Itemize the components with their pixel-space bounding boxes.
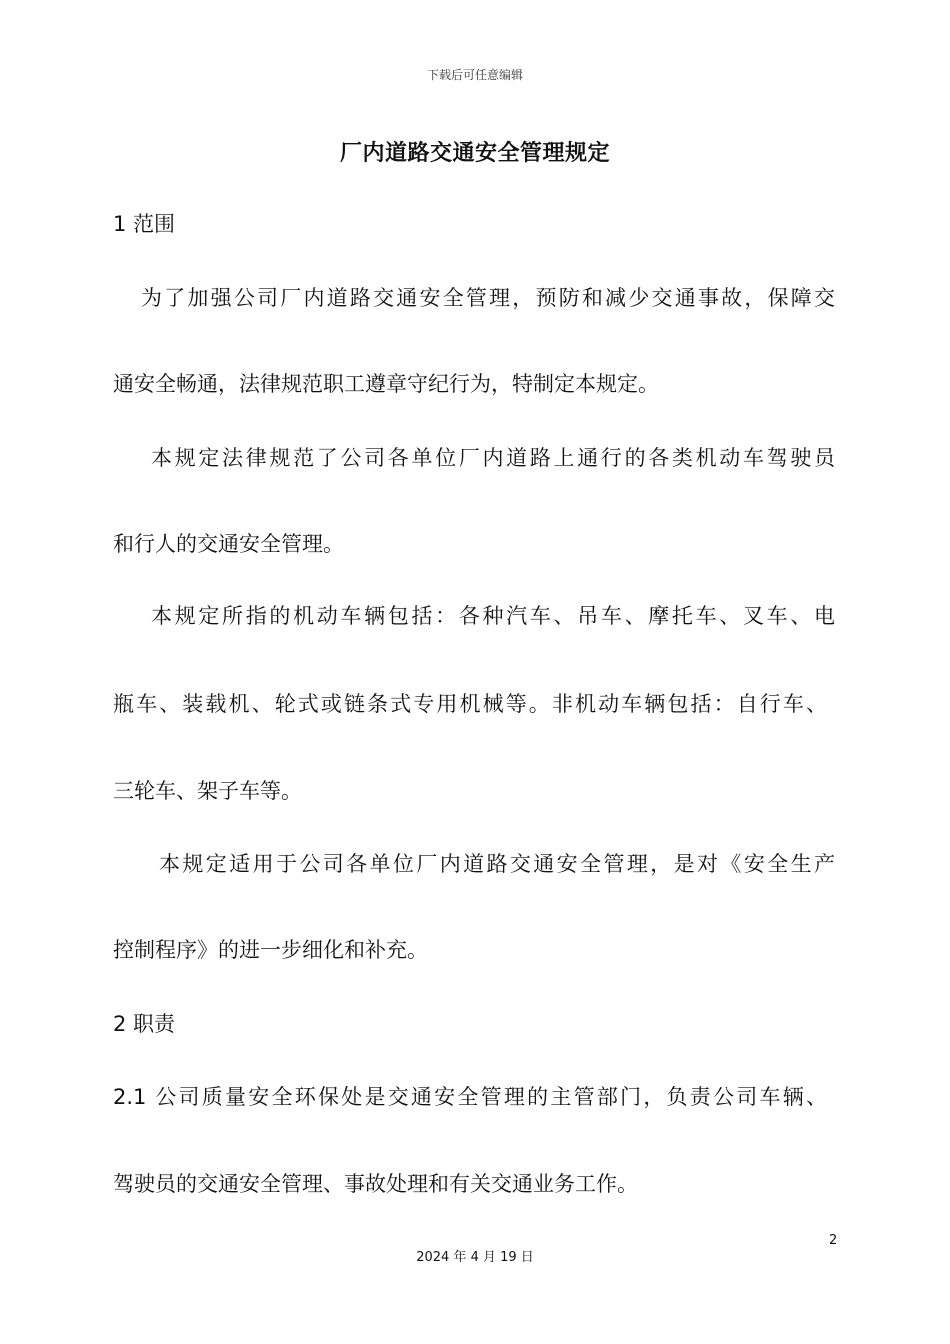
- paragraph-line: 驾驶员的交通安全管理、事故处理和有关交通业务工作。: [113, 1172, 638, 1196]
- section-heading-scope: 1 范围: [113, 212, 176, 236]
- page-header: 下载后可任意编辑: [426, 68, 523, 82]
- paragraph-line: 控制程序》的进一步细化和补充。: [113, 938, 428, 962]
- paragraph-line: 瓶车、装载机、轮式或链条式专用机械等。非机动车辆包括：自行车、: [113, 692, 827, 716]
- paragraph-line: 本规定适用于公司各单位厂内道路交通安全管理，是对《安全生产: [159, 852, 835, 876]
- paragraph-line: 通安全畅通，法律规范职工遵章守纪行为，特制定本规定。: [113, 372, 659, 396]
- paragraph-line: 三轮车、架子车等。: [113, 779, 302, 803]
- paragraph-line: 本规定法律规范了公司各单位厂内道路上通行的各类机动车驾驶员: [151, 446, 835, 470]
- paragraph-line: 本规定所指的机动车辆包括：各种汽车、吊车、摩托车、叉车、电: [151, 604, 835, 628]
- paragraph-line: 和行人的交通安全管理。: [113, 532, 344, 556]
- footer-date: 2024 年 4 月 19 日: [416, 1250, 534, 1265]
- page-number: 2: [829, 1233, 838, 1248]
- section-heading-duties: 2 职责: [113, 1012, 176, 1036]
- paragraph-line: 为了加强公司厂内道路交通安全管理，预防和减少交通事故，保障交: [141, 286, 835, 310]
- paragraph-line: 2.1 公司质量安全环保处是交通安全管理的主管部门，负责公司车辆、: [113, 1085, 827, 1109]
- document-title: 厂内道路交通安全管理规定: [339, 141, 610, 166]
